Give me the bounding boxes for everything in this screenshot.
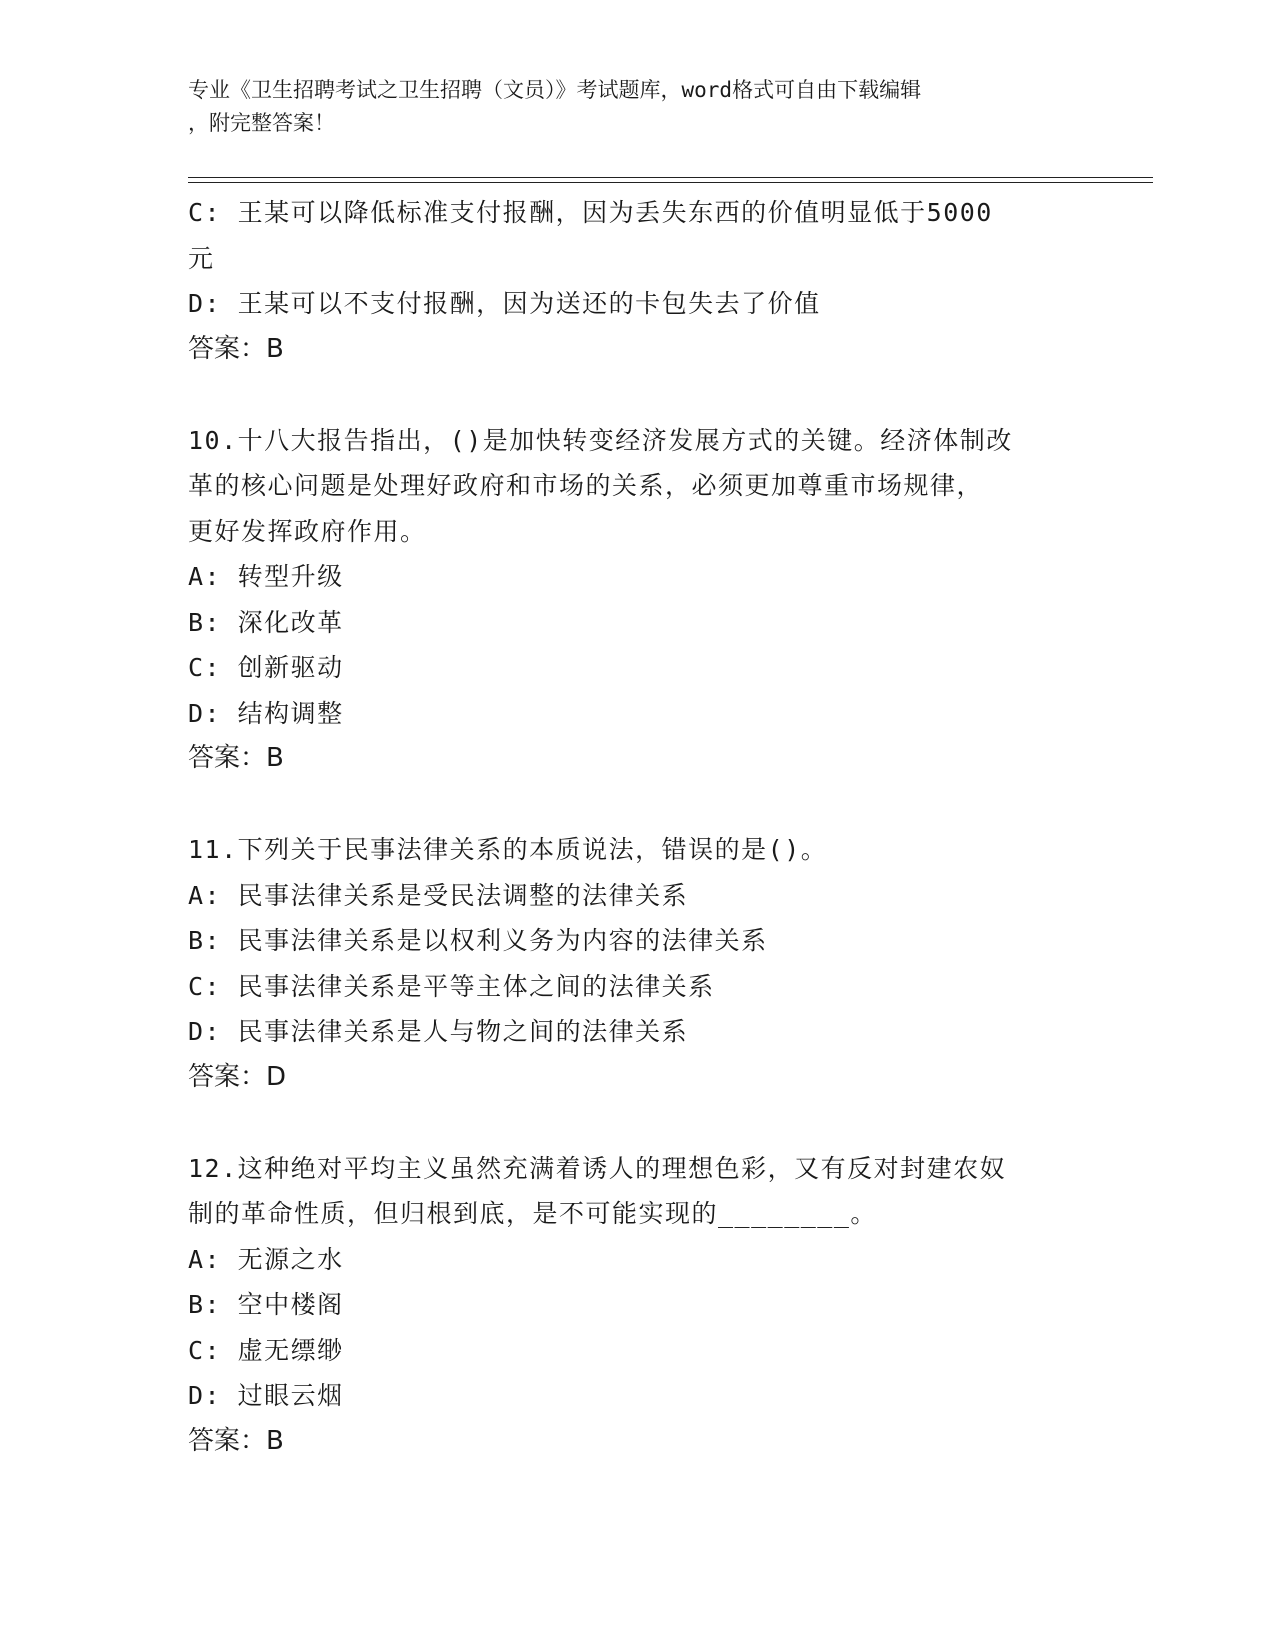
header-line-1: 专业《卫生招聘考试之卫生招聘（文员）》考试题库，word格式可自由下载编辑 bbox=[188, 78, 922, 102]
question-12 bbox=[188, 1146, 1088, 1465]
question-11 bbox=[188, 827, 1088, 1100]
header-line-2: ，附完整答案！ bbox=[188, 111, 335, 135]
spacer bbox=[188, 1100, 1088, 1146]
question-content bbox=[188, 190, 1088, 1464]
option-b: B: 深化改革 bbox=[188, 607, 344, 637]
header-divider-bottom bbox=[188, 182, 1153, 183]
option-b: B: 空中楼阁 bbox=[188, 1290, 344, 1319]
header-divider-top bbox=[188, 177, 1153, 178]
option-c: C: 虚无缥缈 bbox=[188, 1335, 344, 1365]
option-d: D: 过眼云烟 bbox=[188, 1381, 344, 1410]
question-stem-line-2: 制的革命性质，但归根到底，是不可能实现的________。 bbox=[188, 1199, 877, 1228]
spacer bbox=[188, 372, 1088, 418]
option-d: D: 结构调整 bbox=[188, 698, 344, 728]
option-a: A: 转型升级 bbox=[188, 562, 344, 591]
answer: 答案：B bbox=[188, 743, 284, 773]
question-stem-line-1: 11.下列关于民事法律关系的本质说法，错误的是()。 bbox=[188, 835, 828, 864]
option-a: A: 民事法律关系是受民法调整的法律关系 bbox=[188, 880, 689, 910]
spacer bbox=[188, 782, 1088, 828]
option-d: D: 王某可以不支付报酬，因为送还的卡包失去了价值 bbox=[188, 289, 821, 318]
option-c: C: 创新驱动 bbox=[188, 653, 344, 682]
answer: 答案：D bbox=[188, 1061, 287, 1092]
question-9-continued bbox=[188, 190, 1088, 372]
question-stem-line-2: 革的核心问题是处理好政府和市场的关系，必须更加尊重市场规律， bbox=[188, 471, 984, 500]
answer: 答案：B bbox=[188, 1425, 284, 1456]
question-stem-line-3: 更好发挥政府作用。 bbox=[188, 516, 427, 546]
option-b: B: 民事法律关系是以权利义务为内容的法律关系 bbox=[188, 926, 768, 955]
option-d: D: 民事法律关系是人与物之间的法律关系 bbox=[188, 1017, 689, 1046]
question-stem-line-1: 12.这种绝对平均主义虽然充满着诱人的理想色彩，又有反对封建农奴 bbox=[188, 1153, 1007, 1183]
question-10 bbox=[188, 418, 1088, 782]
option-c-line-1: C: 王某可以降低标准支付报酬，因为丢失东西的价值明显低于5000 bbox=[188, 198, 993, 227]
option-c: C: 民事法律关系是平等主体之间的法律关系 bbox=[188, 971, 715, 1001]
page-header bbox=[188, 74, 1068, 140]
option-a: A: 无源之水 bbox=[188, 1244, 344, 1274]
question-stem-line-1: 10.十八大报告指出，()是加快转变经济发展方式的关键。经济体制改 bbox=[188, 425, 1013, 455]
answer: 答案：B bbox=[188, 333, 284, 364]
option-c-line-2: 元 bbox=[188, 243, 215, 273]
